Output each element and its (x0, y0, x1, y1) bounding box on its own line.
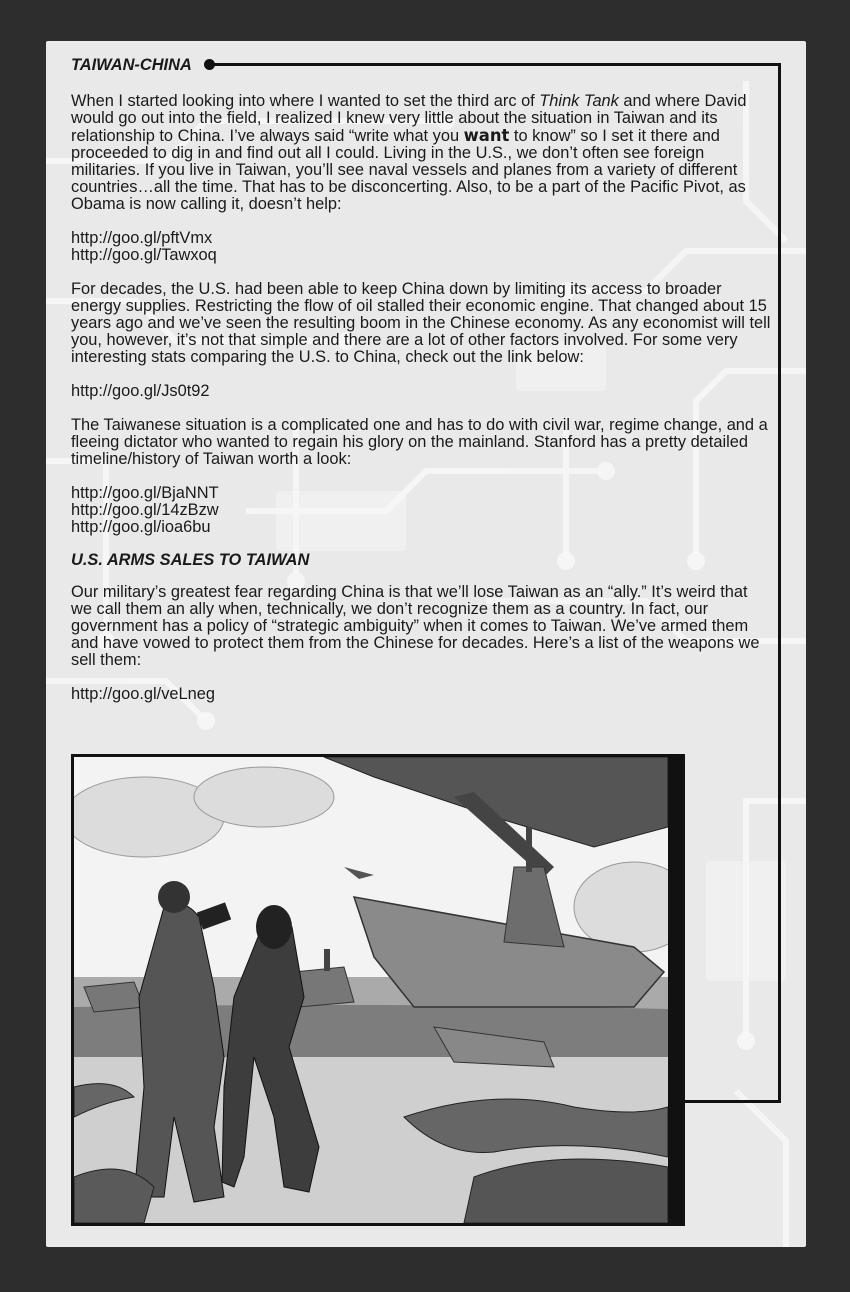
comic-illustration (71, 754, 671, 1226)
emphasis-want: want (463, 126, 510, 145)
link-bjannt[interactable]: http://goo.gl/BjaNNT (71, 484, 219, 502)
link-14zbzw[interactable]: http://goo.gl/14zBzw (71, 501, 219, 519)
paragraph-energy: For decades, the U.S. had been able to keep China down by limiting its access to broader energy supplies. Restricting the flow of oil stalled their economic engine. That changed about 15 years ago and we’ve seen the resulting boom in the Chinese economy. As any economist will tell you, however, it’s not that simple and there are a lot of other factors involved. For some very interesting stats comparing the U.S. to China, check out the link below: (71, 280, 771, 366)
link-js0t92[interactable]: http://goo.gl/Js0t92 (71, 382, 210, 400)
frame-right-rule (778, 63, 781, 1103)
section-heading-arms-sales: U.S. ARMS SALES TO TAIWAN (71, 551, 310, 569)
paragraph-arms-sales: Our military’s greatest fear regarding China is that we’ll lose Taiwan as an “ally.” It’s weird that we call them an ally when, technically, we don’t recognize them as a country. In fact, our government has a policy of “strategic ambiguity” when it comes to Taiwan. We’ve armed them and have vowed to protect them from the Chinese for decades. Here’s a list of the weapons we sell them: (71, 583, 760, 669)
title-think-tank: Think Tank (539, 92, 619, 110)
article-page (46, 41, 806, 1247)
illustration-scene (74, 757, 668, 1223)
article-body (71, 55, 771, 703)
paragraph-intro: When I started looking into where I wanted to set the third arc of Think Tank and where David would go out into the field, I realized I knew very little about the situation in Taiwan and its relationship to China. I’ve always said “write what you want to know” so I set it there and proceeded to dig in and find out all I could. Living in the U.S., we don’t often see foreign militaries. If you live in Taiwan, you’ll see naval vessels and planes from a variety of different countries…all the time. That has to be disconcerting. Also, to be a part of the Pacific Pivot, as Obama is now calling it, doesn’t help: (71, 92, 747, 213)
paragraph-taiwanese-situation: The Taiwanese situation is a complicated one and has to do with civil war, regime change, and a fleeing dictator who wanted to regain his glory on the mainland. Stanford has a pretty detailed timeline/history of Taiwan worth a look: (71, 416, 768, 468)
link-pftvmx[interactable]: http://goo.gl/pftVmx (71, 229, 213, 247)
frame-bottom-rule (671, 1100, 781, 1103)
link-ioa6bu[interactable]: http://goo.gl/ioa6bu (71, 518, 211, 536)
section-heading-taiwan-china: TAIWAN-CHINA (71, 56, 192, 74)
link-velneg[interactable]: http://goo.gl/veLneg (71, 685, 215, 703)
link-tawxoq[interactable]: http://goo.gl/Tawxoq (71, 246, 217, 264)
